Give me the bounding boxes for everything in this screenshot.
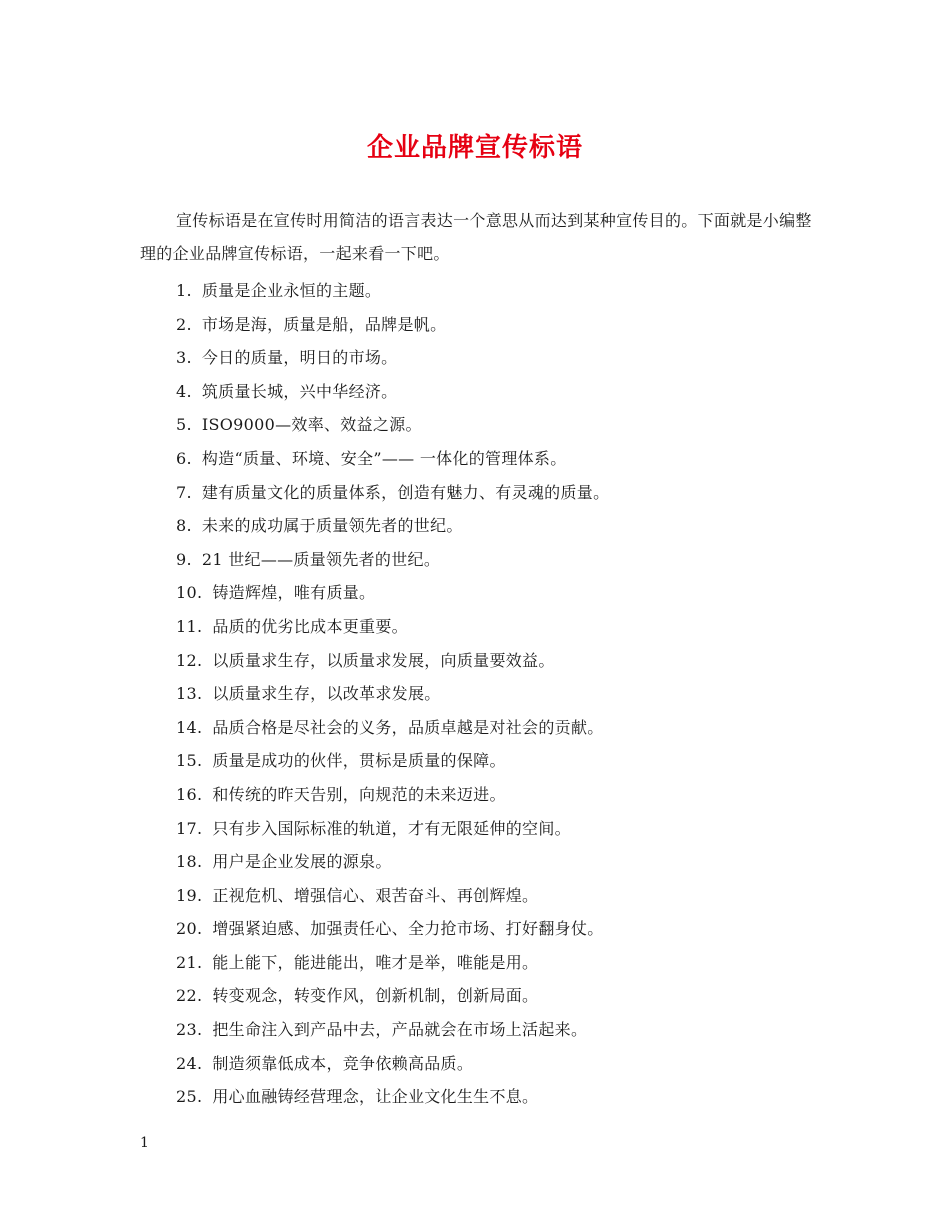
list-item — [176, 408, 609, 442]
list-item-text: 用户是企业发展的源泉。 — [212, 852, 392, 872]
list-item-text: 用心血融铸经营理念，让企业文化生生不息。 — [212, 1087, 539, 1107]
list-item — [176, 543, 609, 577]
list-item-text: 品质的优劣比成本更重要。 — [212, 616, 408, 636]
list-item-text: 正视危机、增强信心、艰苦奋斗、再创辉煌。 — [212, 885, 539, 905]
list-item-number: 3. — [176, 348, 192, 368]
list-item-number: 24. — [176, 1053, 203, 1073]
page-number: 1 — [140, 1135, 149, 1151]
list-item — [176, 912, 609, 946]
list-item-number: 8. — [176, 516, 192, 536]
list-item-text: 把生命注入到产品中去，产品就会在市场上活起来。 — [212, 1020, 588, 1040]
list-item-number: 15. — [176, 751, 203, 771]
list-item-number: 5. — [176, 415, 192, 435]
list-item-text: 品质合格是尽社会的义务，品质卓越是对社会的贡献。 — [212, 717, 604, 737]
list-item-number: 10. — [176, 583, 203, 603]
list-item-number: 25. — [176, 1087, 203, 1107]
list-item-number: 17. — [176, 818, 203, 838]
intro-paragraph: 宣传标语是在宣传时用简洁的语言表达一个意思从而达到某种宣传目的。下面就是小编整理的企业品牌宣传标语，一起来看一下吧。 — [140, 211, 812, 263]
list-item-number: 7. — [176, 482, 192, 502]
list-item-text: 建有质量文化的质量体系，创造有魅力、有灵魂的质量。 — [201, 482, 610, 502]
list-item — [176, 1013, 609, 1047]
list-item-number: 21. — [176, 952, 203, 972]
list-item-text: 市场是海，质量是船，品牌是帆。 — [201, 314, 447, 334]
list-item-text: 只有步入国际标准的轨道，才有无限延伸的空间。 — [212, 818, 571, 838]
list-item-number: 23. — [176, 1020, 203, 1040]
list-item-text: 构造“质量、环境、安全”—— 一体化的管理体系。 — [201, 448, 567, 468]
list-item-text: 转变观念，转变作风，创新机制，创新局面。 — [212, 986, 539, 1006]
list-item-text: 未来的成功属于质量领先者的世纪。 — [201, 516, 463, 536]
list-item-text: 筑质量长城，兴中华经济。 — [201, 381, 398, 401]
list-item-number: 2. — [176, 314, 192, 334]
list-item — [176, 1080, 609, 1114]
list-item — [176, 274, 609, 308]
list-item-number: 13. — [176, 684, 203, 704]
list-item-number: 22. — [176, 986, 203, 1006]
list-item-number: 16. — [176, 784, 203, 804]
list-item — [176, 946, 609, 980]
list-item-number: 14. — [176, 717, 203, 737]
list-item — [176, 778, 609, 812]
list-item-text: 铸造辉煌，唯有质量。 — [212, 583, 376, 603]
list-item — [176, 879, 609, 913]
list-item — [176, 711, 609, 745]
list-item-number: 9. — [176, 549, 192, 569]
list-item-text: ISO9000—效率、效益之源。 — [201, 415, 422, 435]
list-item — [176, 308, 609, 342]
list-item — [176, 509, 609, 543]
list-item-text: 质量是企业永恒的主题。 — [201, 281, 382, 300]
list-item — [176, 812, 609, 846]
list-item — [176, 375, 609, 409]
document-title: 企业品牌宣传标语 — [366, 133, 583, 163]
list-item-number: 1. — [176, 281, 192, 300]
list-item-text: 和传统的昨天告别，向规范的未来迈进。 — [212, 784, 506, 804]
list-item-text: 能上能下，能进能出，唯才是举，唯能是用。 — [212, 952, 539, 972]
list-item — [176, 610, 609, 644]
list-item — [176, 341, 609, 375]
list-item-number: 20. — [176, 919, 203, 939]
list-item — [176, 476, 609, 510]
list-item-number: 4. — [176, 381, 192, 401]
list-item-text: 21 世纪——质量领先者的世纪。 — [201, 549, 441, 569]
list-item-text: 质量是成功的伙伴，贯标是质量的保障。 — [212, 751, 506, 771]
list-item-text: 以质量求生存，以质量求发展，向质量要效益。 — [212, 650, 555, 670]
list-item — [176, 442, 609, 476]
list-item-number: 12. — [176, 650, 203, 670]
list-item-number: 11. — [176, 616, 203, 636]
list-item — [176, 576, 609, 610]
list-item-number: 18. — [176, 852, 203, 872]
list-item-text: 制造须靠低成本，竞争依赖高品质。 — [212, 1053, 474, 1073]
list-item-text: 今日的质量，明日的市场。 — [201, 348, 398, 368]
slogan-list — [176, 274, 609, 1114]
list-item-text: 增强紧迫感、加强责任心、全力抢市场、打好翻身仗。 — [212, 919, 604, 939]
list-item — [176, 845, 609, 879]
list-item — [176, 744, 609, 778]
list-item — [176, 1047, 609, 1081]
list-item-text: 以质量求生存，以改革求发展。 — [212, 684, 441, 704]
list-item-number: 6. — [176, 448, 192, 468]
list-item — [176, 677, 609, 711]
list-item — [176, 644, 609, 678]
list-item — [176, 979, 609, 1013]
list-item-number: 19. — [176, 885, 203, 905]
